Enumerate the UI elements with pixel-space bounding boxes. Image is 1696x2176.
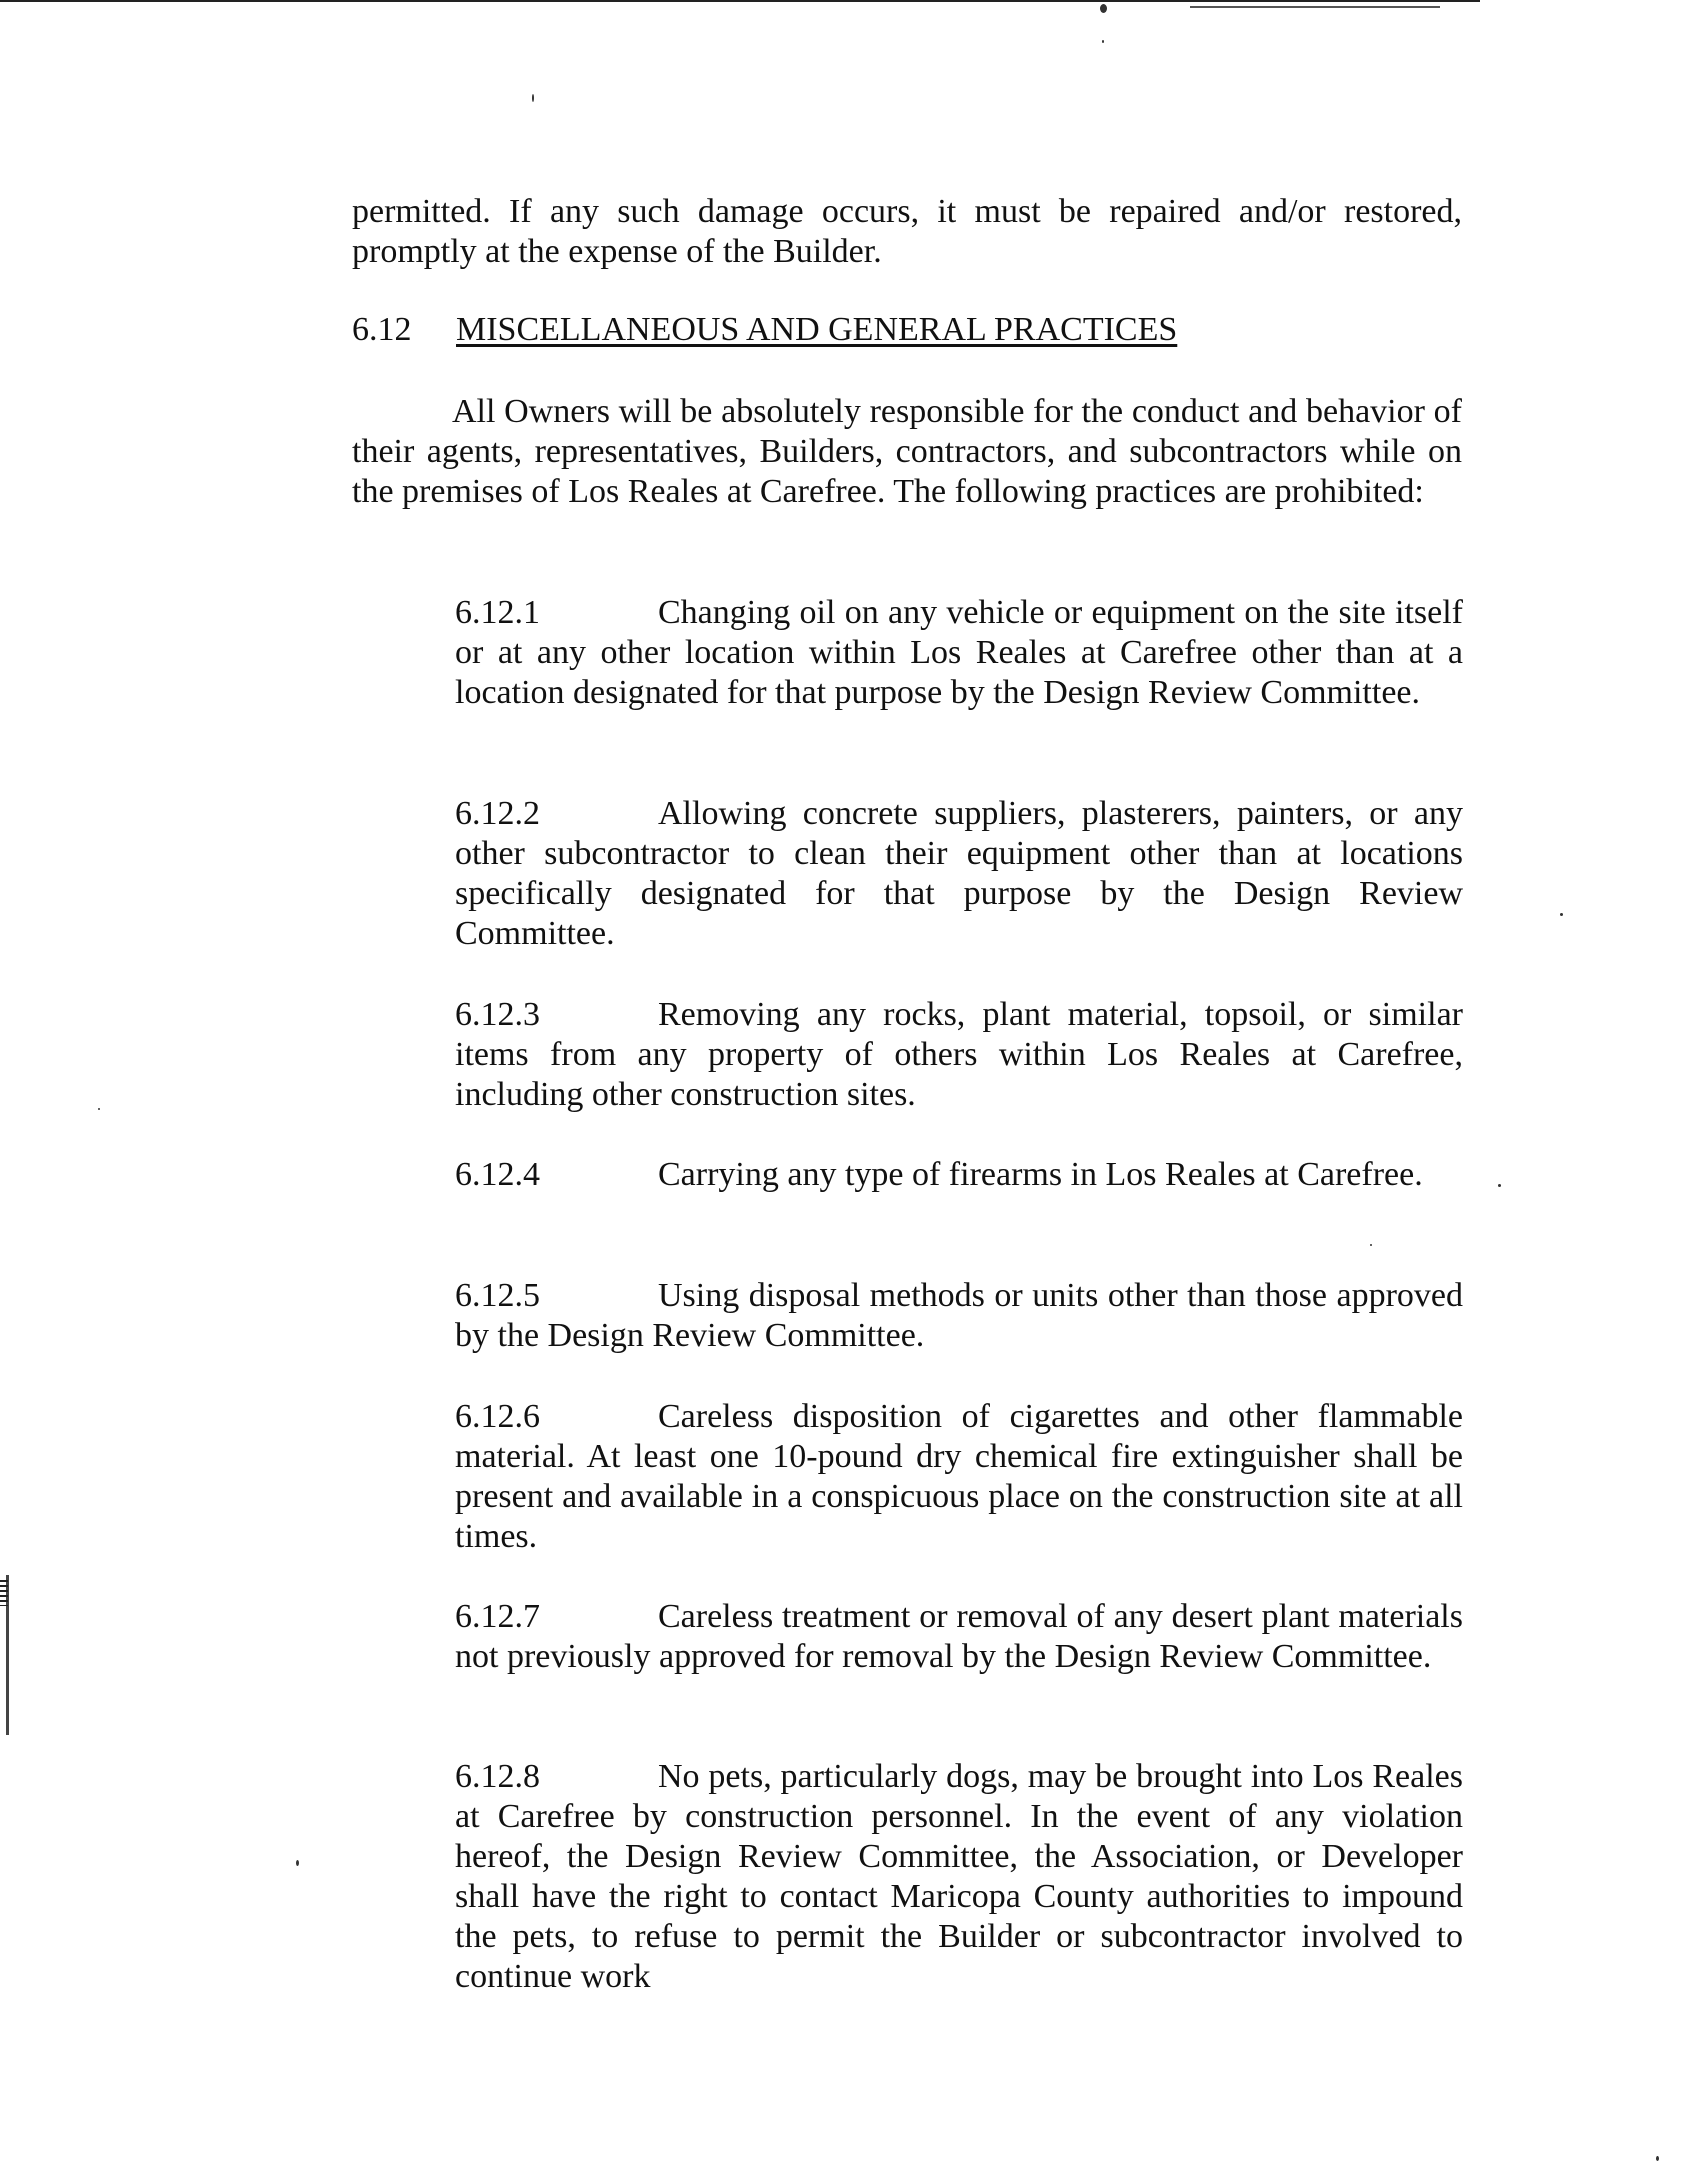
item-number: 6.12.2 xyxy=(455,795,540,832)
scan-speck xyxy=(1100,4,1107,13)
scan-speck xyxy=(1560,913,1563,916)
item-text: Allowing concrete suppliers, plasterers, painters, or any other subcontractor to clean their equipment other than at locations specifically designated for that purpose by the Design Review Committee. xyxy=(455,795,1463,952)
list-item-6-12-7 xyxy=(455,1597,1463,1677)
list-item-6-12-4 xyxy=(455,1155,1463,1195)
section-heading xyxy=(352,310,1177,350)
scan-speck xyxy=(1102,40,1104,43)
item-text: No pets, particularly dogs, may be brought into Los Reales at Carefree by construction personnel. In the event of any violation hereof, the Design Review Committee, the Association, or Developer shall have the right to contact Maricopa County authorities to impound the pets, to refuse to permit the Builder or subcontractor involved to continue work xyxy=(455,1758,1463,1995)
scan-speck xyxy=(98,1108,100,1110)
list-item-6-12-2 xyxy=(455,794,1463,954)
scan-edge-line xyxy=(0,0,1480,2)
item-number: 6.12.8 xyxy=(455,1758,540,1795)
scan-speck xyxy=(1370,1244,1372,1246)
scan-margin-mark xyxy=(0,1580,8,1606)
scan-speck xyxy=(1498,1184,1501,1187)
item-number: 6.12.7 xyxy=(455,1598,540,1635)
section-intro: All Owners will be absolutely responsible for the conduct and behavior of their agents, representatives, Builders, contractors, and subcontractors while on the premises of Los Reales at Carefree. The following practices are prohibited: xyxy=(352,393,1462,510)
list-item-6-12-5 xyxy=(455,1276,1463,1356)
item-text: Using disposal methods or units other than those approved by the Design Review Committee. xyxy=(455,1277,1463,1354)
item-text: Careless disposition of cigarettes and other flammable material. At least one 10-pound dry chemical fire extinguisher shall be present and available in a conspicuous place on the construction site at all times. xyxy=(455,1398,1463,1555)
list-item-6-12-8 xyxy=(455,1757,1463,1997)
section-number: 6.12 xyxy=(352,311,412,348)
scan-edge-line-secondary xyxy=(1190,6,1440,8)
item-text: Changing oil on any vehicle or equipment on the site itself or at any other location within Los Reales at Carefree other than at a location designated for that purpose by the Design Review Committee. xyxy=(455,594,1463,711)
scan-speck xyxy=(296,1860,299,1866)
item-number: 6.12.4 xyxy=(455,1156,540,1193)
item-number: 6.12.5 xyxy=(455,1277,540,1314)
opening-paragraph: permitted. If any such damage occurs, it must be repaired and/or restored, promptly at the expense of the Builder. xyxy=(352,193,1462,270)
item-number: 6.12.3 xyxy=(455,996,540,1033)
item-text: Removing any rocks, plant material, topsoil, or similar items from any property of others within Los Reales at Carefree, including other construction sites. xyxy=(455,996,1463,1113)
item-text: Carrying any type of firearms in Los Reales at Carefree. xyxy=(658,1156,1423,1193)
list-item-6-12-1 xyxy=(455,593,1463,713)
item-number: 6.12.6 xyxy=(455,1398,540,1435)
item-text: Careless treatment or removal of any desert plant materials not previously approved for removal by the Design Review Committee. xyxy=(455,1598,1463,1675)
scan-speck xyxy=(1656,2156,1659,2161)
list-item-6-12-6 xyxy=(455,1397,1463,1557)
item-number: 6.12.1 xyxy=(455,594,540,631)
section-title: MISCELLANEOUS AND GENERAL PRACTICES xyxy=(456,311,1178,348)
scan-speck xyxy=(532,94,534,102)
list-item-6-12-3 xyxy=(455,995,1463,1115)
